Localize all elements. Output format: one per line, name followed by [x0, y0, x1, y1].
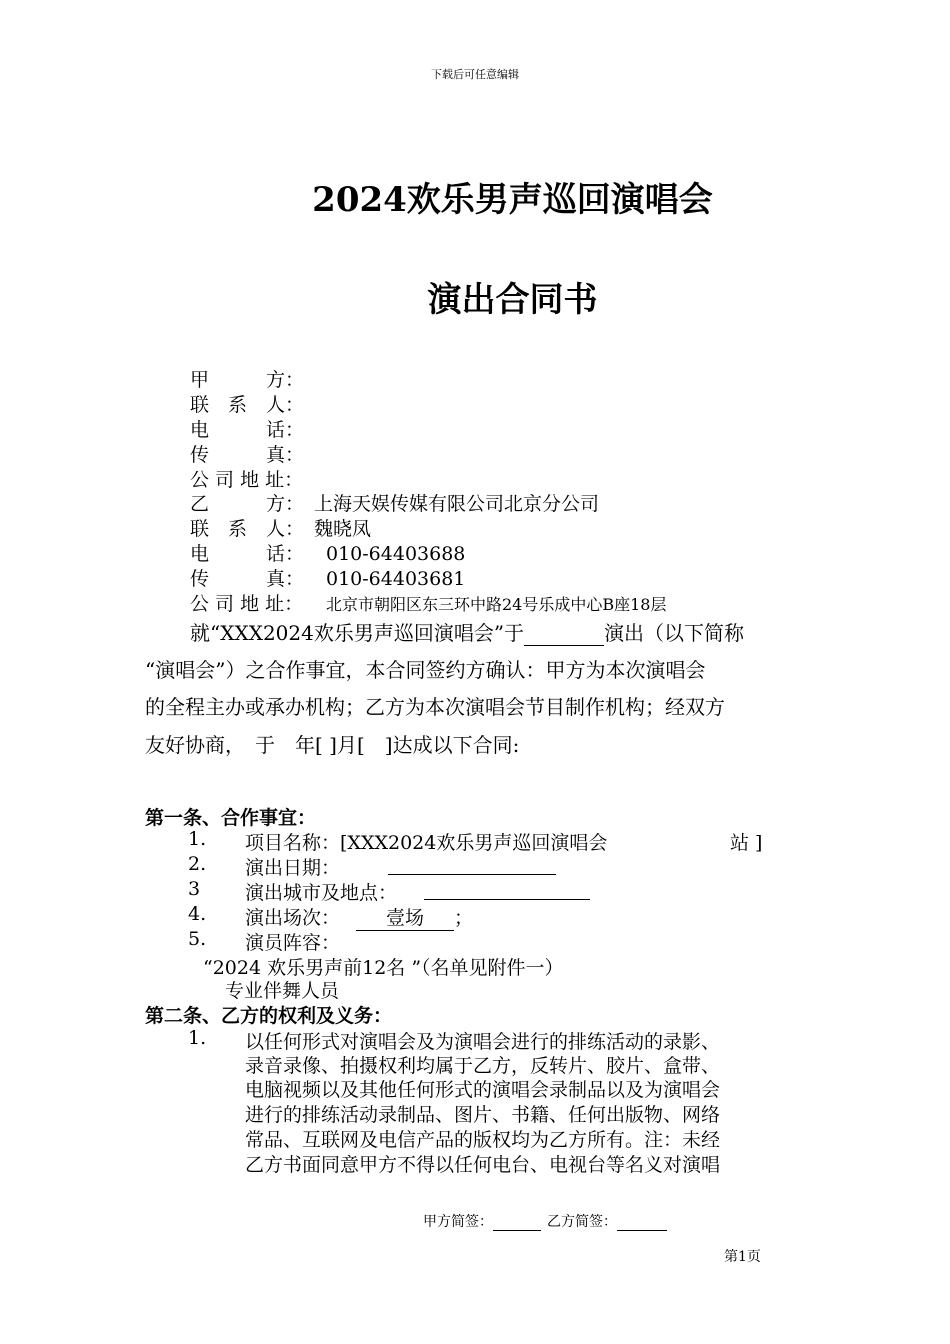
article-2-line: 录音录像、拍摄权利均属于乙方，反转片、胶片、盒带、 — [245, 1055, 721, 1077]
party-b-phone-row — [190, 542, 465, 567]
item-punct: ； — [454, 907, 474, 929]
date-blank — [524, 626, 604, 646]
document-subtitle: 演出合同书 — [427, 280, 598, 320]
cast-line-1: “2024 欢乐男声前12名 ”（名单见附件一） — [203, 957, 564, 979]
party-b-fax-value: 010-64403681 — [326, 568, 466, 590]
sessions-value: 壹场 — [356, 903, 454, 931]
article-2-line: 乙方书面同意甲方不得以任何电台、电视台等名义对演唱 — [245, 1154, 721, 1176]
article-1-title: 第一条、合作事宜： — [145, 807, 317, 829]
article-1-item — [0, 853, 950, 878]
party-b-signature-label: 乙方简签： — [547, 1214, 617, 1230]
item-text: 演出日期： — [245, 857, 341, 879]
party-b-fax-label: 传 真： — [190, 568, 305, 590]
party-a-phone-row — [190, 418, 304, 443]
article-1-item — [0, 828, 950, 853]
intro-line-2: “演唱会”）之合作事宜，本合同签约方确认：甲方为本次演唱会 — [145, 658, 706, 682]
item-number: 4. — [188, 903, 207, 925]
party-a-contact-row — [190, 393, 304, 418]
intro-line-1b: 演出（以下简称 — [604, 621, 745, 645]
party-b-signature-blank — [617, 1216, 667, 1231]
article-2-line: 进行的排练活动录制品、图片、书籍、任何出版物、网络 — [245, 1104, 721, 1126]
item-number: 3 — [188, 878, 201, 900]
party-a-address-label: 公 司 地 址： — [190, 469, 304, 491]
party-a-fax-label: 传 真： — [190, 444, 305, 466]
article-1-item — [0, 903, 950, 928]
item-number: 2. — [188, 853, 207, 875]
signature-line — [423, 1211, 667, 1231]
intro-line-1 — [190, 617, 744, 646]
item-text: 项目名称：[XXX2024欢乐男声巡回演唱会 — [245, 832, 608, 854]
date-blank — [388, 855, 556, 875]
article-2-title: 第二条、乙方的权利及义务： — [145, 1005, 393, 1027]
party-b-contact-label: 联 系 人： — [190, 518, 305, 540]
intro-line-4: 友好协商， 于 年[ ]月[ ]达成以下合同: — [145, 733, 520, 757]
party-b-address-value: 北京市朝阳区东三环中路24号乐成中心B座18层 — [326, 595, 667, 614]
location-blank — [424, 880, 590, 900]
party-a-phone-label: 电 话： — [190, 419, 305, 441]
party-b-phone-value: 010-64403688 — [326, 543, 466, 565]
item-number: 1. — [188, 828, 207, 850]
cast-line-2: 专业伴舞人员 — [225, 980, 340, 1002]
party-b-address-row — [190, 592, 666, 617]
party-a-signature-blank — [493, 1216, 541, 1231]
item-suffix: 站 ] — [730, 832, 763, 854]
item-number: 5. — [188, 928, 207, 950]
party-a-address-row — [190, 468, 303, 493]
party-a-row — [190, 368, 304, 393]
party-b-phone-label: 电 话： — [190, 543, 305, 565]
party-b-address-label: 公 司 地 址： — [190, 593, 304, 615]
article-1-item — [0, 878, 950, 903]
article-2-line: 以任何形式对演唱会及为演唱会进行的排练活动的录影、 — [245, 1031, 721, 1053]
page-number: 第1页 — [724, 1249, 761, 1265]
party-b-contact-value: 魏晓凤 — [314, 518, 372, 540]
article-2-item-number: 1. — [188, 1027, 207, 1049]
party-a-label: 甲 方： — [190, 369, 305, 391]
document-title: 2024欢乐男声巡回演唱会 — [312, 180, 713, 220]
party-b-row — [190, 492, 599, 517]
intro-line-1a: 就“XXX2024欢乐男声巡回演唱会”于 — [190, 621, 525, 645]
party-b-contact-row — [190, 517, 371, 542]
party-b-label: 乙 方： — [190, 493, 305, 515]
party-a-contact-label: 联 系 人： — [190, 394, 305, 416]
article-1-item — [0, 928, 950, 953]
party-a-fax-row — [190, 443, 304, 468]
item-text: 演出城市及地点： — [245, 882, 398, 904]
item-text: 演出场次： — [245, 907, 341, 929]
article-2-line: 常品、互联网及电信产品的版权均为乙方所有。注：未经 — [245, 1129, 721, 1151]
header-note: 下载后可任意编辑 — [431, 68, 519, 81]
party-a-signature-label: 甲方简签： — [423, 1214, 493, 1230]
party-b-value: 上海天娱传媒有限公司北京分公司 — [314, 493, 600, 515]
intro-line-3: 的全程主办或承办机构；乙方为本次演唱会节目制作机构；经双方 — [145, 695, 725, 719]
article-2-line: 电脑视频以及其他任何形式的演唱会录制品以及为演唱会 — [245, 1079, 721, 1101]
party-b-fax-row — [190, 567, 465, 592]
item-text: 演员阵容： — [245, 932, 341, 954]
